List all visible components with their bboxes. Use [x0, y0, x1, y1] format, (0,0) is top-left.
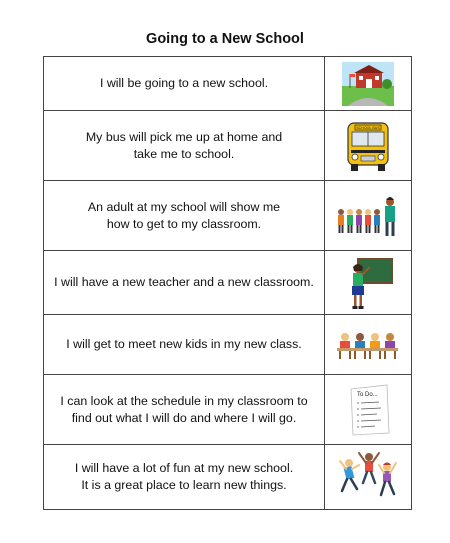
row-picture	[325, 251, 412, 315]
text-line: I will get to meet new kids in my new class.	[66, 337, 302, 351]
row-picture	[325, 315, 412, 375]
table-row	[44, 111, 412, 181]
list-title: To Do...	[357, 391, 378, 398]
kids-at-desks-icon	[337, 328, 399, 362]
text-line: take me to school.	[133, 146, 235, 161]
table-row	[44, 57, 412, 111]
text-line: I will have a lot of fun at my new school.	[74, 461, 294, 475]
social-story-table	[43, 56, 412, 510]
text-line: find out what I will do and where I will go.	[71, 410, 297, 425]
text-line: It is a great place to learn new things.	[81, 478, 287, 492]
row-text	[44, 111, 325, 181]
table-row	[44, 181, 412, 251]
table-row	[44, 445, 412, 510]
table-row	[44, 315, 412, 375]
row-text	[44, 57, 325, 111]
text-line: My bus will pick me up at home and	[85, 129, 283, 144]
bus-sign: SCHOOL BUS	[356, 125, 380, 130]
row-text	[44, 315, 325, 375]
row-text	[44, 181, 325, 251]
school-bus-icon	[343, 119, 393, 173]
text-line: I can look at the schedule in my classroom to	[60, 393, 308, 408]
row-text	[44, 445, 325, 510]
row-picture	[325, 57, 412, 111]
table-row	[44, 251, 412, 315]
school-building-icon	[342, 62, 394, 106]
jumping-kids-icon	[337, 449, 399, 505]
row-picture	[325, 111, 412, 181]
teacher-at-board-icon	[340, 255, 396, 311]
row-text	[44, 251, 325, 315]
line-of-kids-icon	[335, 194, 401, 238]
to-do-list-icon	[343, 383, 393, 437]
row-picture	[325, 445, 412, 510]
text-line: I will be going to a new school.	[99, 76, 269, 90]
row-text	[44, 375, 325, 445]
page-title: Going to a New School	[146, 31, 304, 47]
text-line: An adult at my school will show me	[87, 199, 281, 214]
table-row	[44, 375, 412, 445]
row-picture	[325, 181, 412, 251]
text-line: how to get to my classroom.	[106, 216, 262, 231]
row-picture	[325, 375, 412, 445]
text-line: I will have a new teacher and a new classroom.	[54, 275, 314, 289]
